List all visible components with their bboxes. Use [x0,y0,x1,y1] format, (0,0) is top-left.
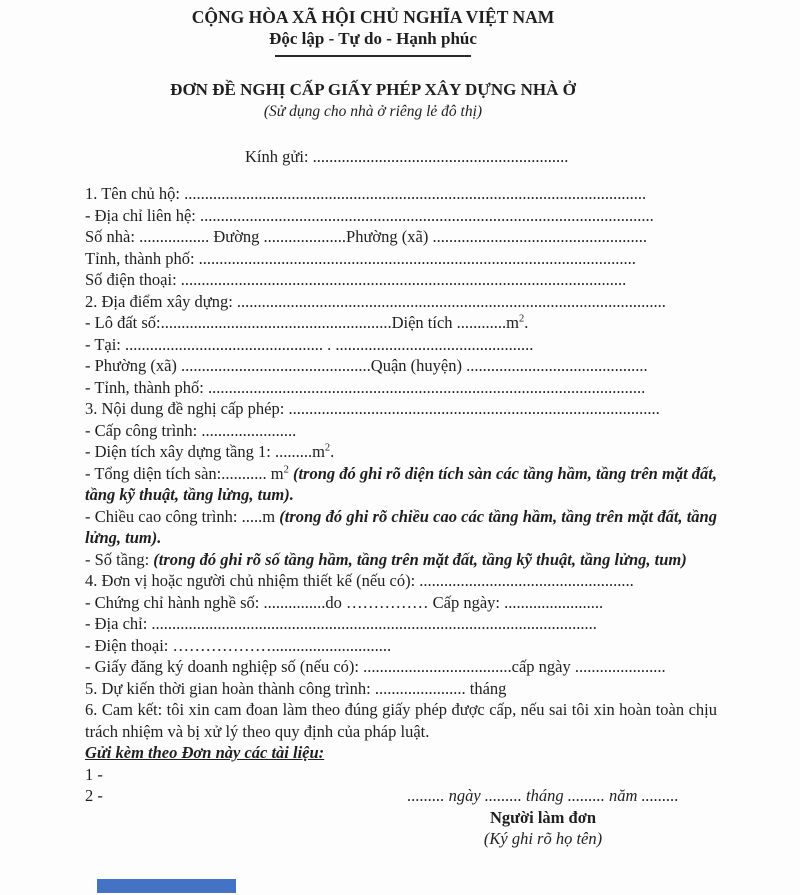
attachments-title: Gửi kèm theo Đơn này các tài liệu: [85,743,325,762]
national-motto: Độc lập - Tự do - Hạnh phúc [269,29,477,48]
field-lo-dat-dien-tich: - Lô đất số:........................................................Diện tích $............m^2$. [85,313,529,332]
field-dien-tich-tang-1: - Diện tích xây dựng tầng 1: $.........m^2$. [85,442,335,461]
superscript-m2: 2 [519,313,525,325]
superscript-m2: 2 [324,442,331,454]
field-note-chieu-cao: (trong đó ghi rõ chiều cao các tầng hầm, tầng trên mặt đất, tầng lửng, tum). [85,506,717,547]
field-giay-dang-ky-doanh-nghiep: - Giấy đăng ký doanh nghiệp số (nếu có): ....................................cấp ngày ...................... [85,657,666,676]
superscript-m2: 2 [283,464,289,475]
field-dia-chi-lien-he: - Địa chỉ liên hệ: .............................................................................................................. [85,205,654,225]
field-note-dien-tich-san: (trong đó ghi rõ diện tích sàn các tầng hầm, tầng trên mặt đất, tầng kỹ thuật, tầng lửng, tum). [85,463,717,504]
field-dia-chi: - Địa chỉ: ............................................................................................................ [85,614,597,633]
document-header [0,0,800,122]
form-body [85,183,717,850]
attachment-and-signature-row [85,785,717,850]
form-title: ĐƠN ĐỀ NGHỊ CẤP GIẤY PHÉP XÂY DỰNG NHÀ Ở [170,80,576,99]
field-chung-chi-hanh-nghe: - Chứng chỉ hành nghề số: ...............do …………… Cấp ngày: ........................ [85,592,604,612]
field-chieu-cao-cong-trinh: - Chiều cao công trình: .....m (trong đó ghi rõ chiều cao các tầng hầm, tầng trên mặt đất, tầng lửng, tum). [85,506,717,547]
attachment-item-2: 2 - [85,786,103,805]
form-subtitle: (Sử dụng cho nhà ở riêng lẻ đô thị) [263,103,483,120]
salutation-line: Kính gửi: .............................................................. [245,147,569,166]
signature-date-line: ......... ngày ......... tháng ......... năm ......... [407,786,679,805]
field-ten-chu-ho: 1. Tên chủ hộ: ................................................................................................................ [85,184,647,203]
field-noi-dung-cap-phep: 3. Nội dung đề nghị cấp phép: .......................................................................................... [85,399,660,418]
field-cam-ket: 6. Cam kết: tôi xin cam đoan làm theo đúng giấy phép được cấp, nếu sai tôi xin hoàn toàn chịu trách nhiệm và bị xử lý theo quy định của pháp luật. [85,700,717,741]
attachment-item-1: 1 - [85,764,103,784]
field-cap-cong-trinh: - Cấp công trình: ....................... [85,420,297,440]
field-so-nha-duong-phuong: Số nhà: ................. Đường ....................Phường (xã) .................................................... [85,227,647,246]
signature-note: (Ký ghi rõ họ tên) [483,829,603,848]
field-note-so-tang: (trong đó ghi rõ số tầng hầm, tầng trên mặt đất, tầng kỹ thuật, tầng lửng, tum) [153,549,687,569]
field-du-kien-hoan-thanh: 5. Dự kiến thời gian hoàn thành công trình: ...................... tháng [85,678,507,698]
field-so-tang: - Số tầng: (trong đó ghi rõ số tầng hầm, tầng trên mặt đất, tầng kỹ thuật, tầng lửng, tum) [85,549,687,569]
field-tinh-thanh-pho-2: - Tỉnh, thành phố: .......................................................................................................... [85,377,646,397]
field-dia-diem-xay-dung: 2. Địa điểm xây dựng: ........................................................................................................ [85,291,666,311]
national-title: CỘNG HÒA XÃ HỘI CHỦ NGHĨA VIỆT NAM [191,7,555,27]
field-don-vi-thiet-ke: 4. Đơn vị hoặc người chủ nhiệm thiết kế (nếu có): .................................................... [85,571,634,590]
signature-role: Người làm đơn [489,807,597,827]
field-dien-thoai: - Điện thoại: ………………............................. [85,635,392,655]
signature-block [369,785,717,850]
field-tai: - Tại: ................................................ . ................................................ [85,334,534,354]
field-tong-dien-tich-san: - Tổng diện tích sàn:........... $m^2$ (trong đó ghi rõ diện tích sàn các tầng hầm, tầng trên mặt đất, tầng kỹ thuật, tầng lửng, tum). [85,463,717,504]
bottom-blue-artifact [97,879,236,893]
field-tinh-thanh-pho-1: Tỉnh, thành phố: .......................................................................................................... [85,248,636,268]
field-phuong-xa-quan-huyen: - Phường (xã) ..............................................Quận (huyện) ............................................ [85,356,648,375]
header-divider [275,55,471,57]
field-so-dien-thoai: Số điện thoại: ............................................................................................................ [85,270,627,289]
